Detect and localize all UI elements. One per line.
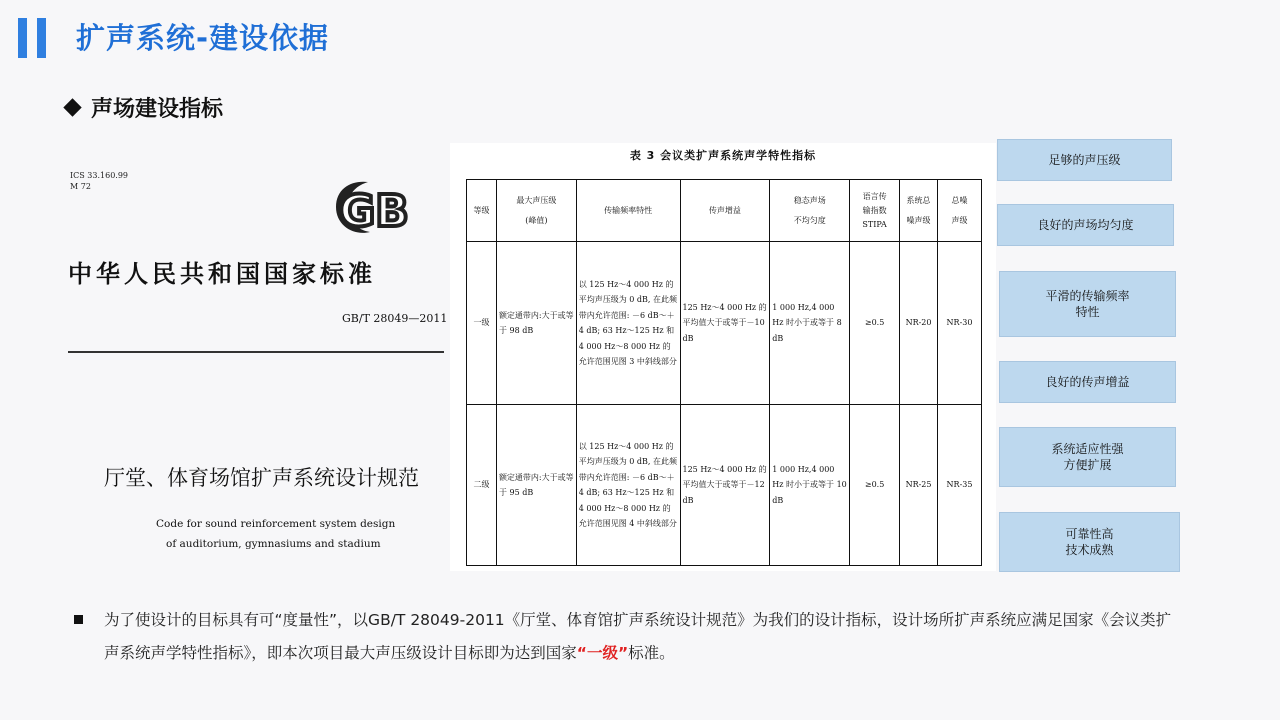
standard-cover-image xyxy=(58,160,448,570)
gain-cell: 125 Hz～4 000 Hz 的平均值大于或等于－12 dB xyxy=(680,405,770,566)
system-noise-cell: NR-20 xyxy=(900,242,938,405)
max-spl-cell: 额定通带内:大于或等于 95 dB xyxy=(496,405,576,566)
uniformity-cell: 1 000 Hz,4 000 Hz 时小于或等于 8 dB xyxy=(770,242,850,405)
stipa-cell: ≥0.5 xyxy=(850,405,900,566)
standard-title-en: Code for sound reinforcement system design of auditorium, gymnasiums and stadium xyxy=(156,518,396,550)
uniformity-cell: 1 000 Hz,4 000 Hz 时小于或等于 10 dB xyxy=(770,405,850,566)
page-title: 扩声系统-建设依据 xyxy=(76,21,330,55)
section-title: 声场建设指标 xyxy=(91,97,224,122)
gb-logo xyxy=(328,176,420,238)
standard-title-cn: 厅堂、体育场馆扩声系统设计规范 xyxy=(104,466,419,490)
ics-code: ICS 33.160.99 M 72 xyxy=(70,171,129,191)
feature-box-gain: 良好的传声增益 xyxy=(999,361,1176,403)
diamond-bullet-icon xyxy=(63,98,81,116)
table-caption: 表 3 会议类扩声系统声学特性指标 xyxy=(629,149,817,162)
acoustic-spec-table xyxy=(466,179,982,566)
table-header-cell: 传输频率特性 xyxy=(576,180,680,242)
table-header-cell: 等级 xyxy=(467,180,497,242)
standard-table-image xyxy=(450,143,996,571)
accent-bar xyxy=(18,18,27,58)
grade-cell: 一级 xyxy=(467,242,497,405)
section-heading xyxy=(66,92,223,123)
table-header-row xyxy=(467,180,982,242)
grade-cell: 二级 xyxy=(467,405,497,566)
gain-cell: 125 Hz～4 000 Hz 的平均值大于或等于－10 dB xyxy=(680,242,770,405)
system-noise-cell: NR-25 xyxy=(900,405,938,566)
feature-box-frequency: 平滑的传输频率 特性 xyxy=(999,271,1176,337)
total-noise-cell: NR-30 xyxy=(938,242,982,405)
stipa-cell: ≥0.5 xyxy=(850,242,900,405)
accent-bar xyxy=(37,18,46,58)
table-header-cell: 传声增益 xyxy=(680,180,770,242)
gb-logo-text: GB xyxy=(339,186,409,237)
table-header-cell: 稳态声场 不均匀度 xyxy=(770,180,850,242)
table-header-cell: 最大声压级 (峰值) xyxy=(496,180,576,242)
feature-box-spl: 足够的声压级 xyxy=(997,139,1172,181)
table-header-cell: 系统总 噪声级 xyxy=(900,180,938,242)
cover-divider xyxy=(68,351,444,353)
total-noise-cell: NR-35 xyxy=(938,405,982,566)
freq-cell: 以 125 Hz～4 000 Hz 的平均声压级为 0 dB, 在此频带内允许范围: －6 dB～＋4 dB; 63 Hz～125 Hz 和 4 000 Hz～8 000 Hz 的允许范围见图 4 中斜线部分 xyxy=(576,405,680,566)
feature-box-reliability: 可靠性高 技术成熟 xyxy=(999,512,1180,572)
feature-box-adaptability: 系统适应性强 方便扩展 xyxy=(999,427,1176,487)
table-header-cell: 语言传 输指数 STIPA xyxy=(850,180,900,242)
description-paragraph: 为了使设计的目标具有可“度量性”，以GB/T 28049-2011《厅堂、体育馆扩声系统设计规范》为我们的设计指标，设计场所扩声系统应满足国家《会议类扩声系统声学特性指标》，即本次项目最大声压级设计目标即为达到国家“一级”标准。 xyxy=(104,611,1172,662)
table-row xyxy=(467,405,982,566)
max-spl-cell: 额定通带内:大于或等于 98 dB xyxy=(496,242,576,405)
standard-code: GB/T 28049—2011 xyxy=(342,312,448,325)
grade-highlight: “一级” xyxy=(576,644,629,662)
freq-cell: 以 125 Hz～4 000 Hz 的平均声压级为 0 dB, 在此频带内允许范围: －6 dB～＋4 dB; 63 Hz～125 Hz 和 4 000 Hz～8 000 Hz 的允许范围见图 3 中斜线部分 xyxy=(576,242,680,405)
square-bullet-icon xyxy=(74,615,83,624)
title-accent-bars xyxy=(18,18,48,58)
table-row xyxy=(467,242,982,405)
feature-box-uniformity: 良好的声场均匀度 xyxy=(997,204,1174,246)
national-standard-heading: 中华人民共和国国家标准 xyxy=(68,259,376,288)
table-header-cell: 总噪 声级 xyxy=(938,180,982,242)
